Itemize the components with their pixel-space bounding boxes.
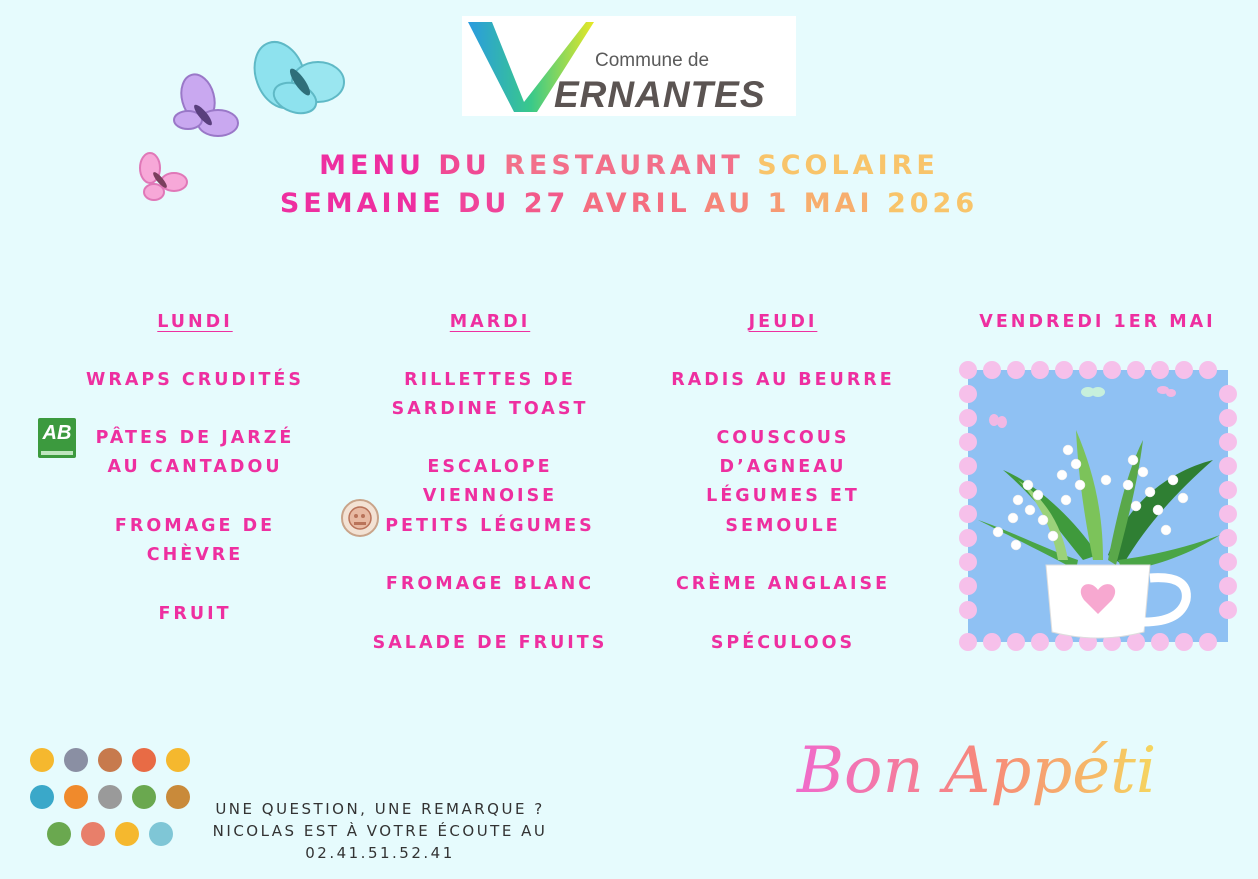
dish: SALADE DE FRUITS	[372, 633, 608, 653]
menu-title	[0, 150, 1258, 181]
day-heading: MARDI	[449, 312, 531, 332]
dish: WRAPS CRUDITÉS	[86, 370, 304, 390]
day-heading: VENDREDI 1ER MAI	[979, 312, 1216, 332]
dish: CRÈME ANGLAISE	[675, 574, 891, 594]
dish: SARDINE TOAST	[391, 399, 589, 419]
mustard-icon	[166, 785, 190, 809]
logo-name: ERNANTES	[554, 74, 766, 115]
day-heading: LUNDI	[157, 312, 233, 332]
crustaceans-icon	[132, 748, 156, 772]
allergen-legend	[28, 748, 198, 868]
title-word: SCOLAIRE	[757, 150, 939, 181]
quality-seal-icon	[340, 498, 380, 538]
week-title	[0, 188, 1258, 219]
dish: AU CANTADOU	[107, 457, 283, 477]
dish: FROMAGE BLANC	[385, 574, 595, 594]
lupin-icon	[115, 822, 139, 846]
title-word: SEMAINE	[279, 188, 445, 219]
dish: LÉGUMES ET	[706, 486, 860, 506]
dish: VIENNOISE	[422, 486, 558, 506]
ab-label: AB	[42, 422, 72, 444]
dish: D’AGNEAU	[719, 457, 847, 477]
butterfly-decoration	[130, 20, 360, 210]
lily-of-the-valley-illustration	[958, 360, 1238, 652]
egg-icon	[166, 748, 190, 772]
title-word: MENU	[319, 150, 425, 181]
organic-ab-badge	[38, 418, 76, 458]
dish: RILLETTES DE	[404, 370, 576, 390]
celery-icon	[132, 785, 156, 809]
dish: FRUIT	[158, 604, 232, 624]
contact-info	[180, 798, 580, 864]
title-word: 1	[767, 188, 791, 219]
dish: PÂTES DE JARZÉ	[95, 428, 295, 448]
closing-text: Bon Appétit	[797, 734, 1155, 808]
dish: COUSCOUS	[716, 428, 850, 448]
dish: CHÈVRE	[146, 545, 244, 565]
logo-subtitle: Commune de	[595, 50, 710, 71]
dish: SEMOULE	[725, 516, 841, 536]
dish: RADIS AU BEURRE	[671, 370, 895, 390]
title-word: 27	[523, 188, 570, 219]
gluten-icon	[30, 748, 54, 772]
contact-line: NICOLAS EST À VOTRE ÉCOUTE AU 02.41.51.52.41	[212, 822, 548, 862]
sesame-icon	[64, 748, 88, 772]
soy-icon	[47, 822, 71, 846]
peanut-icon	[64, 785, 88, 809]
title-word: MAI	[803, 188, 874, 219]
dish: ESCALOPE	[427, 457, 553, 477]
title-word: AU	[704, 188, 755, 219]
contact-line: UNE QUESTION, UNE REMARQUE ?	[215, 800, 545, 818]
title-word: RESTAURANT	[504, 150, 744, 181]
dish: PETITS LÉGUMES	[385, 516, 595, 536]
title-word: DU	[438, 150, 491, 181]
commune-logo	[462, 16, 796, 116]
title-word: AVRIL	[582, 188, 691, 219]
day-heading: JEUDI	[748, 312, 818, 332]
fish-icon	[30, 785, 54, 809]
butterfly-blue-icon	[246, 35, 344, 119]
nuts-icon	[98, 748, 122, 772]
molluscs-icon	[81, 822, 105, 846]
butterfly-purple-icon	[174, 71, 238, 136]
title-word: DU	[458, 188, 511, 219]
dish: SPÉCULOOS	[710, 633, 856, 653]
bon-appetit-closing	[795, 722, 1155, 837]
sulphites-icon	[149, 822, 173, 846]
milk-icon	[98, 785, 122, 809]
dish: FROMAGE DE	[114, 516, 276, 536]
title-word: 2026	[886, 188, 979, 219]
